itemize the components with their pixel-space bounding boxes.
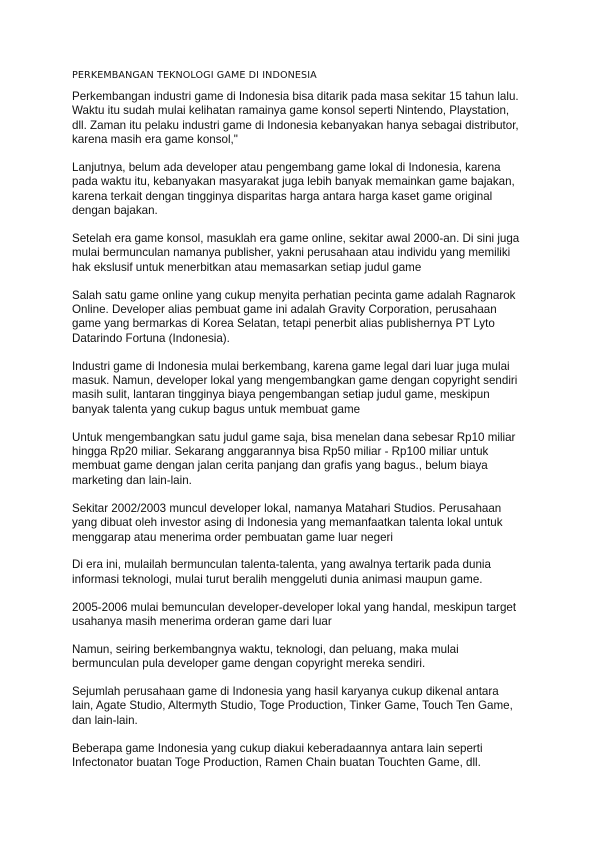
paragraph-5: Industri game di Indonesia mulai berkembang, karena game legal dari luar juga mulai masuk. Namun, developer lokal yang mengembangkan game dengan copyright sendiri masih sulit, lantaran tingginya biaya pengembangan setiap judul game, meskipun banyak talenta yang cukup bagus untuk membuat game xyxy=(72,359,518,416)
paragraph-10: Namun, seiring berkembangnya waktu, teknologi, dan peluang, maka mulai bermunculan pula developer game dengan copyright mereka sendiri. xyxy=(72,642,459,671)
document-title: PERKEMBANGAN TEKNOLOGI GAME DI INDONESIA xyxy=(72,70,317,81)
paragraph-6: Untuk mengembangkan satu judul game saja, bisa menelan dana sebesar Rp10 miliar hingga Rp20 miliar. Sekarang anggarannya bisa Rp50 miliar - Rp100 miliar untuk membuat game dengan jalan cerita panjang dan grafis yang bagus., belum biaya marketing dan lain-lain. xyxy=(72,430,516,487)
paragraph-3: Setelah era game konsol, masuklah era game online, sekitar awal 2000-an. Di sini juga mulai bermunculan namanya publisher, yakni perusahaan atau individu yang memiliki hak ekslusif untuk menerbitkan atau memasarkan setiap judul game xyxy=(72,232,520,274)
paragraph-4: Salah satu game online yang cukup menyita perhatian pecinta game adalah Ragnarok Online. Developer alias pembuat game ini adalah Gravity Corporation, perusahaan game yang bermarkas di Korea Selatan, tetapi penerbit alias publishernya PT Lyto Datarindo Fortuna (Indonesia). xyxy=(72,288,516,345)
paragraph-12: Beberapa game Indonesia yang cukup diakui keberadaannya antara lain seperti Infectonator buatan Toge Production, Ramen Chain buatan Touchten Game, dll. xyxy=(72,741,483,769)
paragraph-8: Di era ini, mulailah bermunculan talenta-talenta, yang awalnya tertarik pada dunia informasi teknologi, mulai turut beralih menggeluti dunia animasi maupun game. xyxy=(72,558,491,586)
paragraph-1: Perkembangan industri game di Indonesia bisa ditarik pada masa sekitar 15 tahun lalu. Waktu itu sudah mulai kelihatan ramainya game konsol seperti Nintendo, Playstation, dll. Zaman itu pelaku industri game di Indonesia kebanyakan hanya sebagai distributor, karena masih era game konsol," xyxy=(72,90,519,147)
paragraph-2: Lanjutnya, belum ada developer atau pengembang game lokal di Indonesia, karena pada waktu itu, kebanyakan masyarakat juga lebih banyak memainkan game bajakan, karena terkait dengan tingginya disparitas harga antara harga kaset game original dengan bajakan. xyxy=(72,161,515,218)
paragraph-9: 2005-2006 mulai bemunculan developer-developer lokal yang handal, meskipun target usahanya masih menerima orderan game dari luar xyxy=(72,600,517,628)
document-page xyxy=(72,70,522,784)
paragraph-7: Sekitar 2002/2003 muncul developer lokal, namanya Matahari Studios. Perusahaan yang dibuat oleh investor asing di Indonesia yang memanfaatkan talenta lokal untuk menggarap atau menerima order pembuatan game luar negeri xyxy=(72,501,503,544)
paragraph-11: Sejumlah perusahaan game di Indonesia yang hasil karyanya cukup dikenal antara lain, Agate Studio, Altermyth Studio, Toge Production, Tinker Game, Touch Ten Game, dan lain-lain. xyxy=(72,684,513,727)
